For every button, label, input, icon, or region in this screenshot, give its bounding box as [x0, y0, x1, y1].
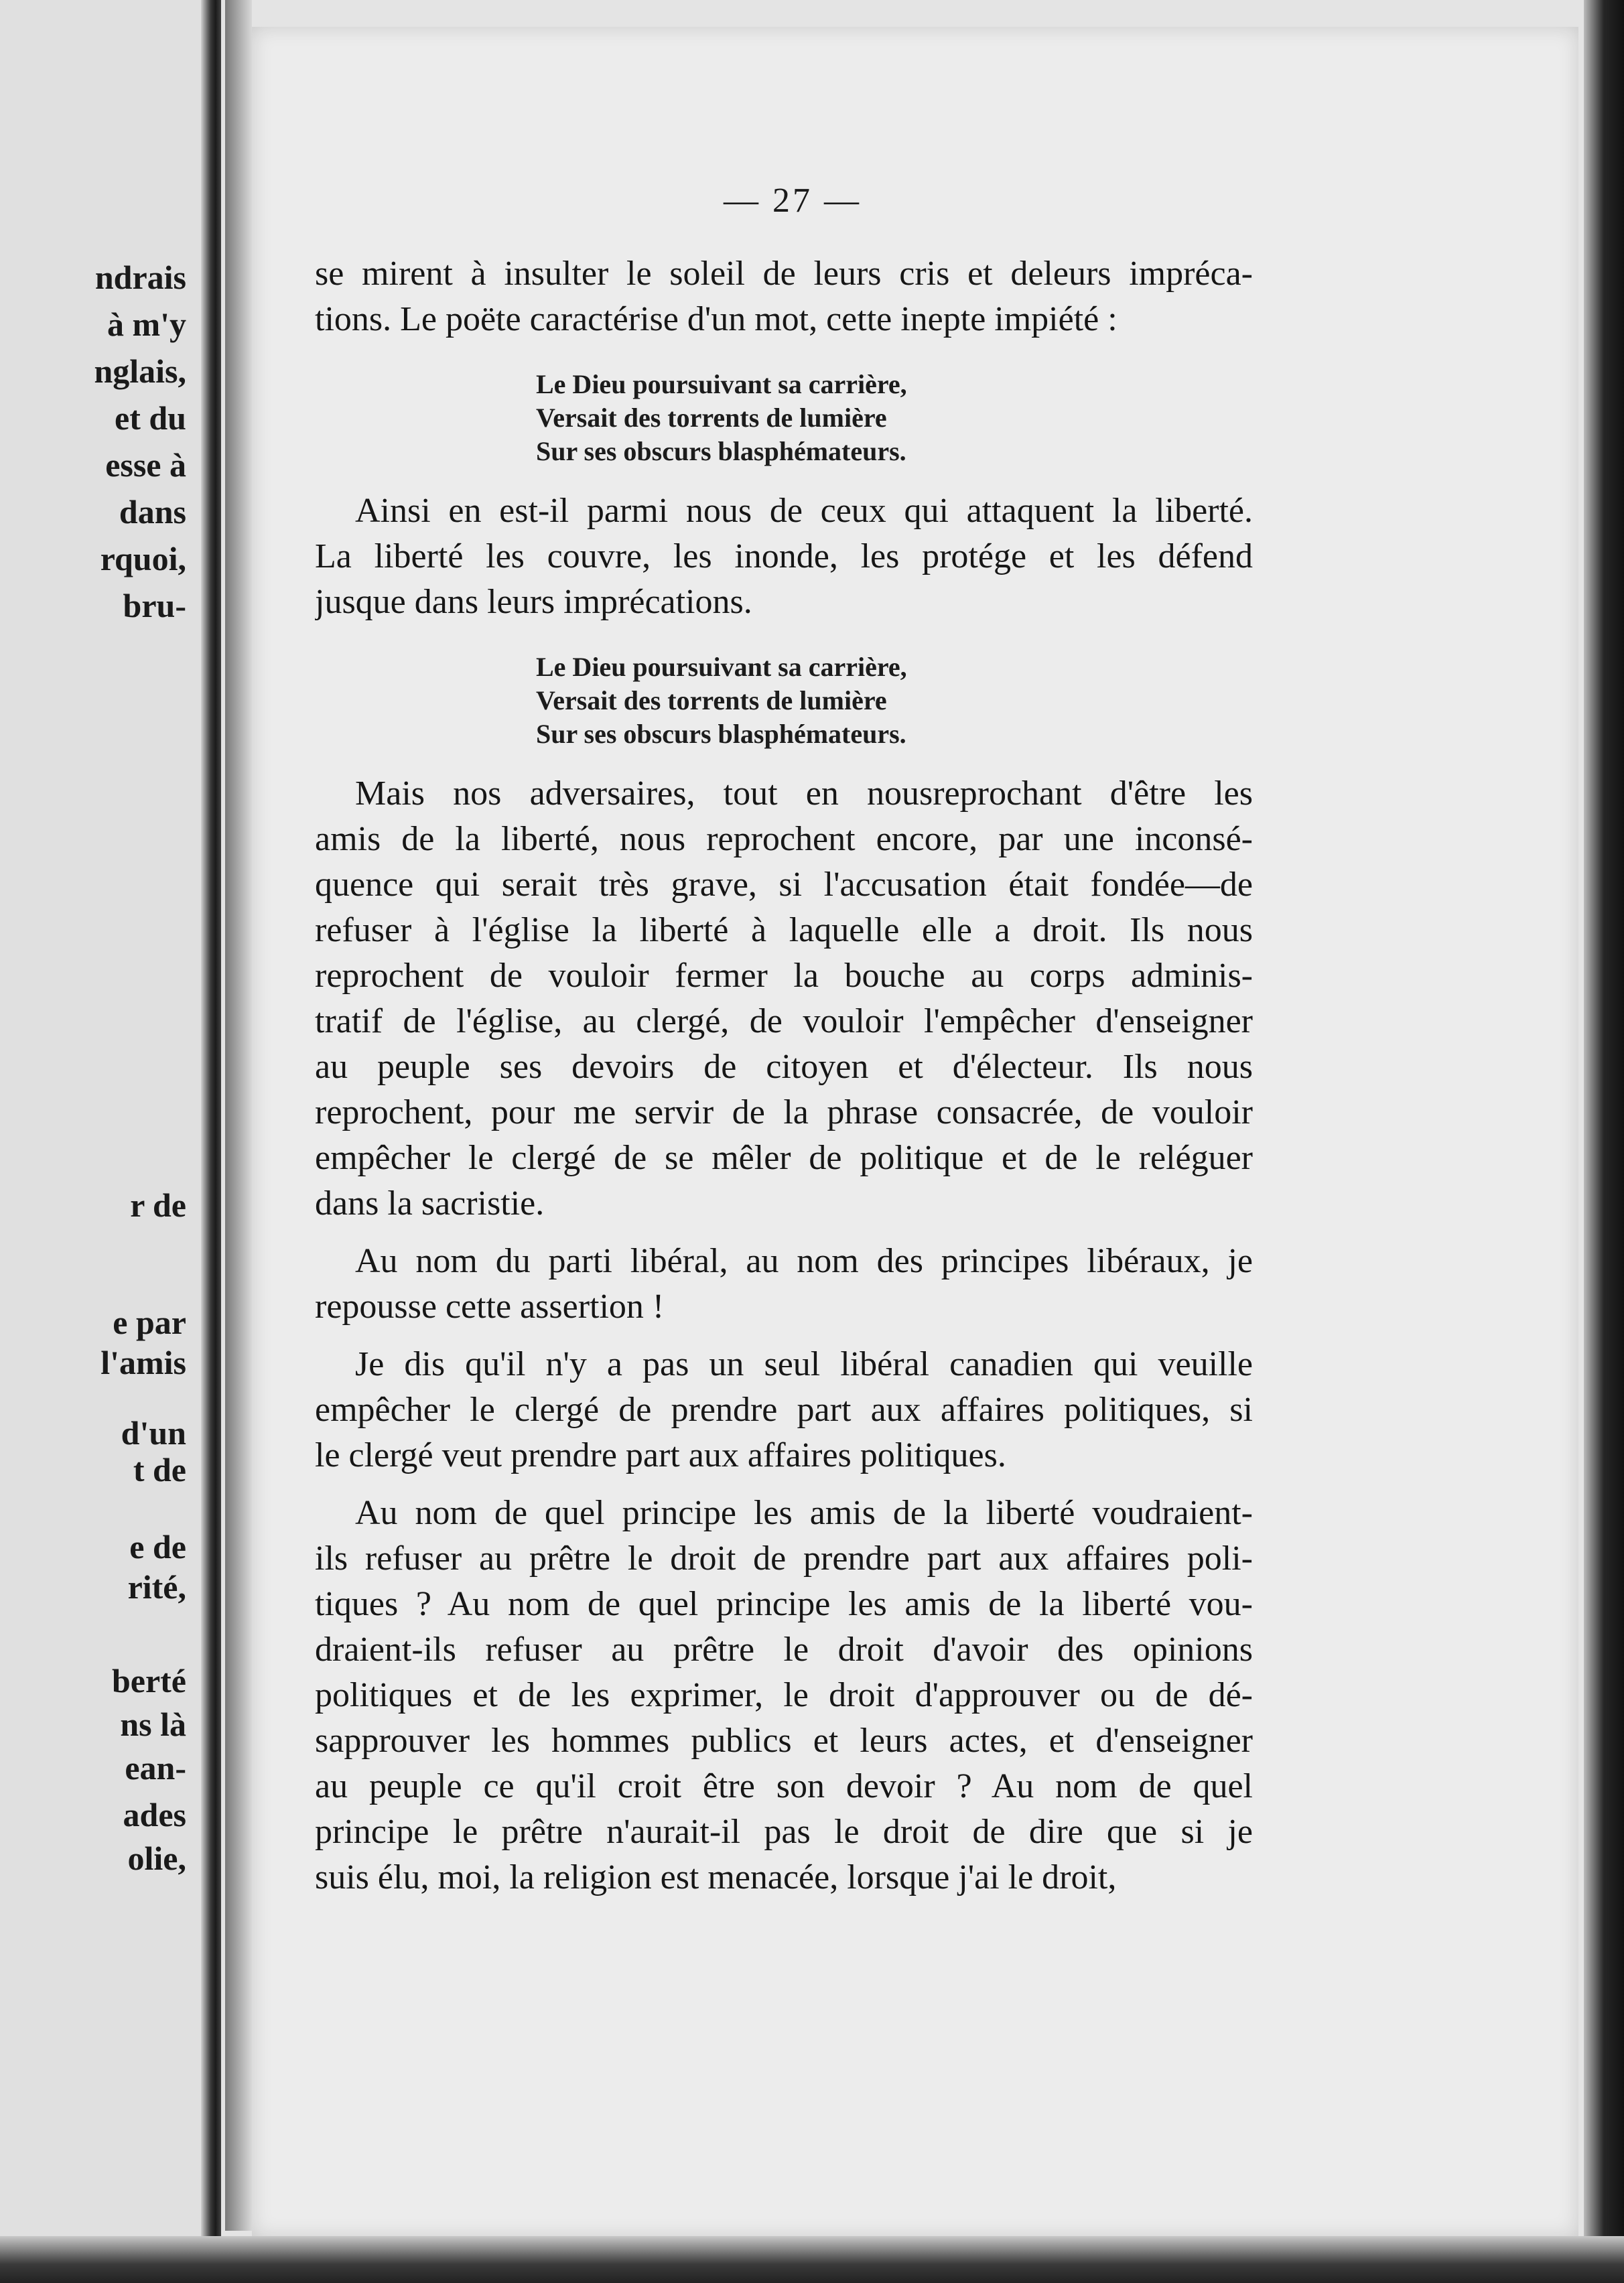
text-line: dans la sacristie.: [315, 1184, 545, 1223]
text-line: au peuple ses devoirs de citoyen et d'électeur. Ils nous: [315, 1048, 1253, 1086]
left-page-fragment: olie,: [127, 1840, 186, 1877]
left-page-fragment: e par: [113, 1304, 186, 1341]
text-line: refuser à l'église la liberté à laquelle elle a droit. Ils nous: [315, 911, 1253, 949]
left-page-fragment: et du: [115, 399, 186, 437]
left-page-fragment: rquoi,: [100, 540, 186, 577]
text-line: Je dis qu'il n'y a pas un seul libéral canadien qui veuille: [355, 1345, 1253, 1383]
text-line: tiques ? Au nom de quel principe les amis de la liberté vou-: [315, 1585, 1253, 1623]
bottom-scan-edge: [0, 2236, 1624, 2283]
text-line: ils refuser au prêtre le droit de prendre part aux affaires poli-: [315, 1539, 1253, 1578]
right-scan-edge: [1584, 0, 1624, 2283]
text-line: principe le prêtre n'aurait-il pas le droit de dire que si je: [315, 1813, 1253, 1851]
text-line: sapprouver les hommes publics et leurs actes, et d'enseigner: [315, 1722, 1253, 1760]
paragraph: [315, 251, 1253, 354]
verse-line: Sur ses obscurs blasphémateurs.: [536, 719, 906, 749]
text-line: jusque dans leurs imprécations.: [315, 583, 752, 621]
page-text-block: [315, 181, 1253, 1913]
verse-quote: [315, 368, 1253, 468]
paragraph: [315, 1491, 1253, 1913]
text-line: empêcher le clergé de prendre part aux affaires politiques, si: [315, 1391, 1253, 1429]
text-line: reprochent, pour me servir de la phrase consacrée, de vouloir: [315, 1093, 1253, 1131]
verse-quote: [315, 650, 1253, 751]
text-line: empêcher le clergé de se mêler de politique et de le reléguer: [315, 1139, 1253, 1177]
text-line: amis de la liberté, nous reprochent encore, par une inconsé-: [315, 820, 1253, 858]
paragraph-gap: [315, 625, 1253, 637]
paragraph-gap: [315, 1900, 1253, 1913]
left-page-fragment: bru-: [123, 587, 186, 624]
left-page-fragment: nglais,: [94, 352, 186, 390]
text-line: Au nom de quel principe les amis de la liberté voudraient-: [355, 1494, 1253, 1532]
text-line: suis élu, moi, la religion est menacée, lorsque j'ai le droit,: [315, 1858, 1117, 1896]
text-line: politiques et de les exprimer, le droit d'approuver ou de dé-: [315, 1676, 1253, 1714]
text-line: se mirent à insulter le soleil de leurs cris et deleurs impréca-: [315, 255, 1253, 293]
left-page-fragment: ns là: [120, 1706, 186, 1743]
left-page-fragment: t de: [133, 1451, 186, 1489]
text-line: tratif de l'église, au clergé, de vouloir l'empêcher d'enseigner: [315, 1002, 1253, 1040]
text-line: Mais nos adversaires, tout en nousreprochant d'être les: [355, 774, 1253, 813]
paragraph-gap: [315, 1330, 1253, 1342]
paragraph: [315, 771, 1253, 1239]
left-page-edge: [201, 0, 221, 2237]
text-line: repousse cette assertion !: [315, 1288, 665, 1326]
left-page-fragment: l'amis: [100, 1344, 186, 1381]
page-number: — 27 —: [724, 182, 862, 220]
left-page-fragment: dans: [119, 493, 186, 531]
paragraph-gap: [315, 342, 1253, 354]
left-facing-page: [0, 0, 221, 2237]
book-gutter: [225, 0, 252, 2231]
text-line: quence qui serait très grave, si l'accusation était fondée—de: [315, 866, 1253, 904]
paragraph-gap: [315, 1227, 1253, 1239]
verse-line: Sur ses obscurs blasphémateurs.: [536, 436, 906, 466]
verse-line: Versait des torrents de lumière: [536, 685, 887, 715]
left-page-fragment: d'un: [121, 1414, 186, 1452]
text-line: draient-ils refuser au prêtre le droit d'avoir des opinions: [315, 1631, 1253, 1669]
paragraph: [315, 488, 1253, 637]
text-line: reprochent de vouloir fermer la bouche au corps adminis-: [315, 957, 1253, 995]
left-page-fragment: berté: [111, 1662, 186, 1700]
left-page-fragment: esse à: [105, 446, 186, 484]
text-line: le clergé veut prendre part aux affaires politiques.: [315, 1436, 1006, 1474]
paragraph: [315, 1342, 1253, 1491]
verse-line: Le Dieu poursuivant sa carrière,: [536, 652, 907, 682]
left-page-fragment: ean-: [125, 1749, 186, 1787]
left-page-fragment: ndrais: [94, 259, 186, 296]
left-page-fragment: r de: [130, 1186, 186, 1224]
paragraph: [315, 1239, 1253, 1342]
verse-line: Le Dieu poursuivant sa carrière,: [536, 369, 907, 399]
left-page-fragment: ades: [123, 1796, 186, 1834]
paragraph-gap: [315, 1478, 1253, 1491]
text-line: La liberté les couvre, les inonde, les protége et les défend: [315, 537, 1253, 575]
text-line: tions. Le poëte caractérise d'un mot, cette inepte impiété :: [315, 300, 1118, 338]
left-page-fragment: à m'y: [107, 305, 186, 343]
left-page-fragment: rité,: [127, 1568, 186, 1606]
left-page-fragment: e de: [129, 1528, 186, 1566]
text-line: au peuple ce qu'il croit être son devoir ? Au nom de quel: [315, 1767, 1253, 1805]
text-line: Ainsi en est-il parmi nous de ceux qui attaquent la liberté.: [355, 492, 1253, 530]
verse-line: Versait des torrents de lumière: [536, 403, 887, 433]
text-line: Au nom du parti libéral, au nom des principes libéraux, je: [355, 1242, 1253, 1280]
